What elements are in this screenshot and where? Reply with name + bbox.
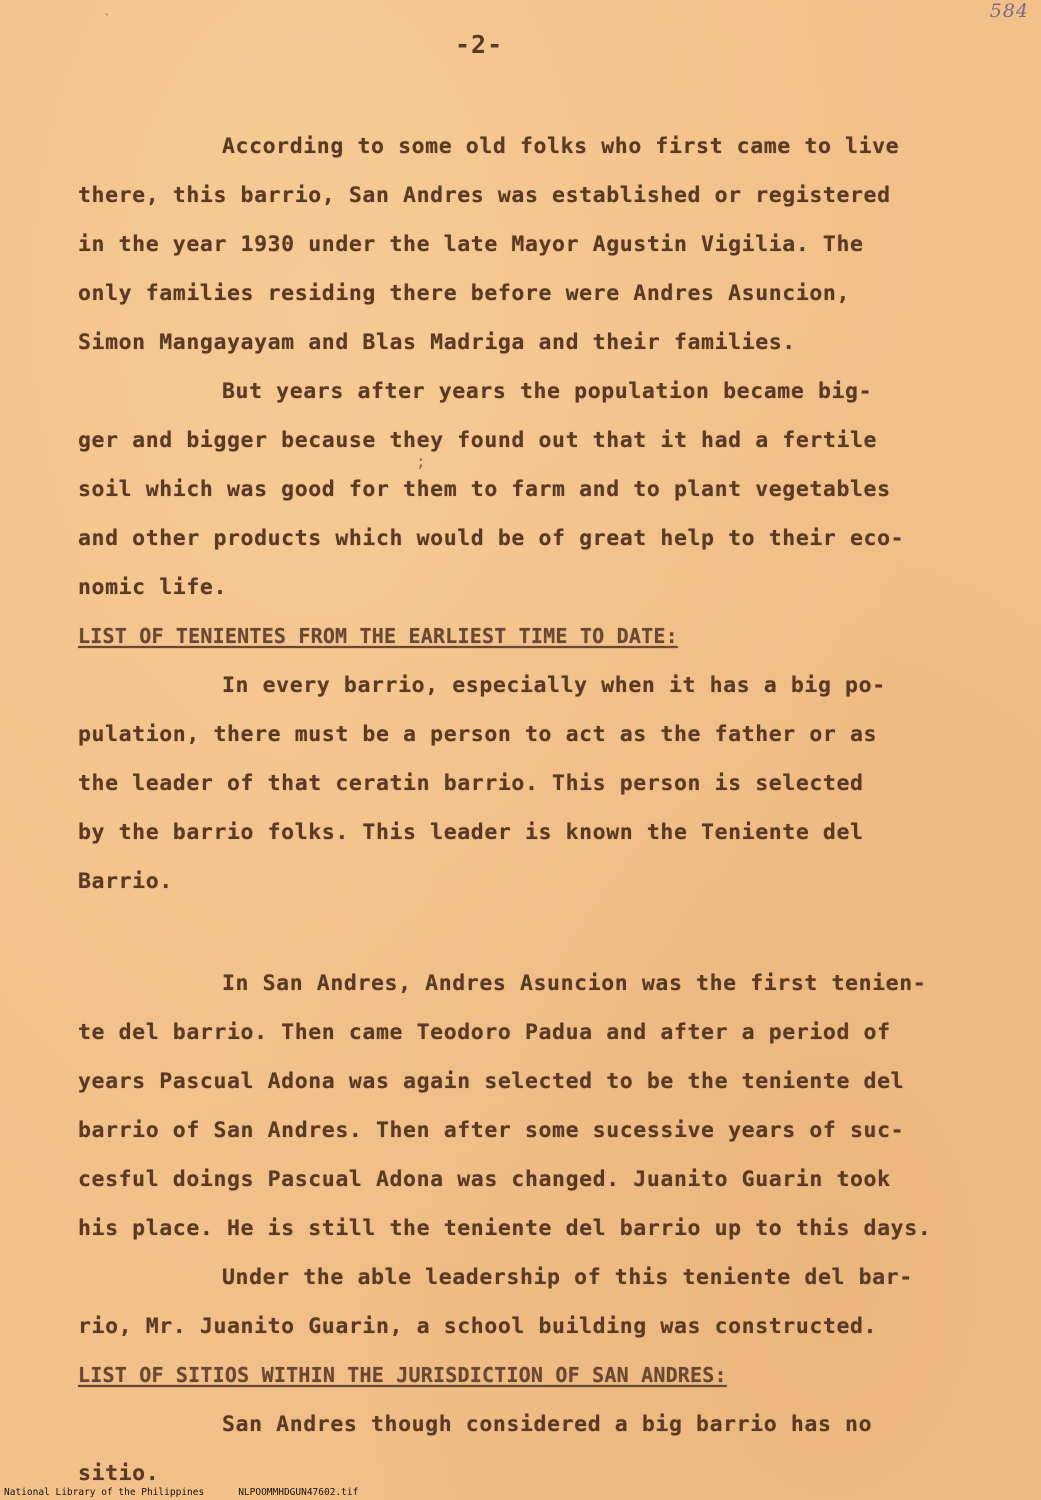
section-heading-tenientes: LIST OF TENIENTES FROM THE EARLIEST TIME TO DATE: — [78, 624, 678, 648]
footer-filename: NLPOOMMHDGUN47602.tif — [238, 1487, 359, 1498]
paragraph-line: years Pascual Adona was again selected to be the teniente del — [78, 1069, 905, 1094]
footer-library: National Library of the Philippines — [4, 1487, 205, 1498]
paragraph-line: by the barrio folks. This leader is known the Teniente del — [78, 820, 864, 845]
paragraph-line: In every barrio, especially when it has a big po- — [222, 673, 886, 698]
ink-mark: ; — [416, 452, 426, 471]
paragraph-line: rio, Mr. Juanito Guarin, a school building was constructed. — [78, 1314, 878, 1339]
handwritten-page-number: 584 — [989, 0, 1029, 22]
scan-footer — [4, 1487, 392, 1498]
paragraph-line: According to some old folks who first came to live — [222, 134, 900, 159]
paragraph-line: San Andres though considered a big barrio has no — [222, 1412, 873, 1437]
paragraph-line: Under the able leadership of this teniente del bar- — [222, 1265, 913, 1290]
paragraph-line: ger and bigger because they found out that it had a fertile — [78, 428, 878, 453]
body-text — [78, 122, 978, 1498]
section-heading-sitios: LIST OF SITIOS WITHIN THE JURISDICTION OF SAN ANDRES: — [78, 1363, 727, 1387]
paragraph-line: soil which was good for them to farm and to plant vegetables — [78, 477, 891, 502]
paragraph-line: But years after years the population became big- — [222, 379, 873, 404]
paragraph-line: cesful doings Pascual Adona was changed. Juanito Guarin took — [78, 1167, 891, 1192]
paragraph-line: pulation, there must be a person to act as the father or as — [78, 722, 878, 747]
paragraph-line: Barrio. — [78, 869, 173, 894]
paragraph-line: only families residing there before were Andres Asuncion, — [78, 281, 851, 306]
paragraph-line: in the year 1930 under the late Mayor Agustin Vigilia. The — [78, 232, 864, 257]
stray-mark: ` — [104, 12, 111, 25]
paragraph-line: the leader of that ceratin barrio. This person is selected — [78, 771, 864, 796]
paragraph-line: his place. He is still the teniente del barrio up to this days. — [78, 1216, 932, 1241]
paragraph-line: barrio of San Andres. Then after some sucessive years of suc- — [78, 1118, 905, 1143]
paragraph-line: nomic life. — [78, 575, 227, 600]
paragraph-gap — [78, 906, 978, 959]
paragraph-line: and other products which would be of great help to their eco- — [78, 526, 905, 551]
paragraph-line: sitio. — [78, 1461, 160, 1486]
paragraph-line: In San Andres, Andres Asuncion was the first tenien- — [222, 971, 927, 996]
paragraph-line: Simon Mangayayam and Blas Madriga and their families. — [78, 330, 796, 355]
paragraph-line: there, this barrio, San Andres was established or registered — [78, 183, 891, 208]
page-number: -2- — [455, 30, 504, 59]
paragraph-line: te del barrio. Then came Teodoro Padua and after a period of — [78, 1020, 891, 1045]
